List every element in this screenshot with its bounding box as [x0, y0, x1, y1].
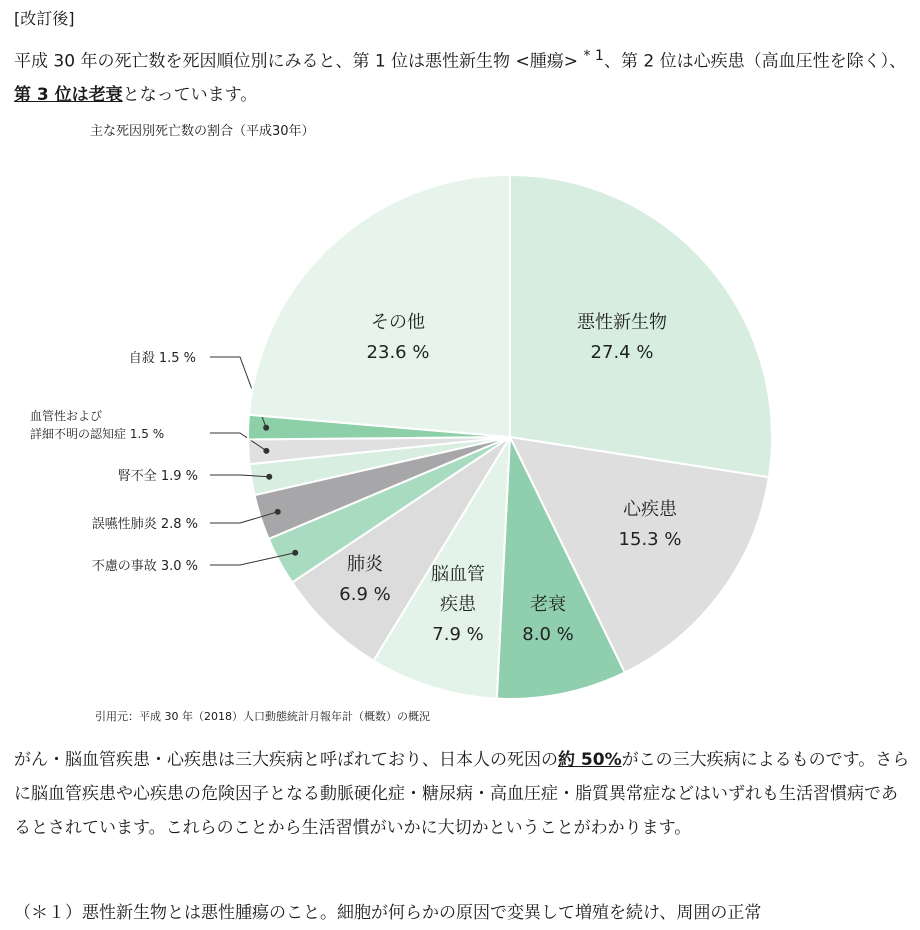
slice-label-老衰: 老衰: [530, 594, 566, 615]
fifty-percent-highlight: 約 50%: [558, 750, 622, 770]
slice-value-その他: 23.6 %: [366, 342, 430, 363]
slice-label-心疾患: 心疾患: [623, 499, 677, 520]
slice-value-老衰: 8.0 %: [522, 624, 574, 645]
slice-label-不慮の事故: 不慮の事故 3.0 %: [91, 559, 198, 574]
slice-label-誤嚥性肺炎: 誤嚥性肺炎 2.8 %: [91, 517, 198, 532]
intro-text-2: 、第 2 位は心疾患（高血圧性を除く）、: [603, 51, 907, 72]
slice-label-悪性新生物: 悪性新生物: [577, 312, 667, 333]
slice-label-脳血管疾患: 脳血管: [431, 564, 485, 585]
pie-slice-その他: [249, 175, 510, 437]
footnote-text: （＊１）悪性新生物とは悪性腫瘍のこと。細胞が何らかの原因で変異して増殖を続け、周囲の正常: [14, 903, 762, 923]
slice-value-肺炎: 6.9 %: [339, 584, 391, 605]
slice-label-血管性および詳細不明の認知症-line2: 詳細不明の認知症 1.5 %: [30, 427, 165, 441]
leader-dot-不慮の事故: [292, 550, 298, 556]
slice-value-脳血管疾患: 7.9 %: [432, 624, 484, 645]
leader-dot-腎不全: [266, 474, 272, 480]
revision-heading: [改訂後]: [14, 9, 75, 28]
slice-label-肺炎: 肺炎: [347, 554, 383, 575]
leader-dot-血管性および詳細不明の認知症: [263, 448, 269, 454]
slice-label-その他: その他: [371, 312, 425, 333]
third-cause-highlight: 第 3 位は老衰: [14, 84, 123, 105]
pie-chart: [0, 140, 920, 710]
body-text-2: がこの三大疾病によるものです。さらに脳血管疾患や心疾患の危険因子となる動脈硬化症・糖尿病・高血圧症・脂質異常症などはいずれも生活習慣病であるとされています。これらのことから生活習慣がいかに大切かということがわかります。: [14, 750, 910, 838]
slice-label-脳血管疾患: 疾患: [440, 594, 476, 615]
slice-value-心疾患: 15.3 %: [618, 529, 682, 550]
body-paragraph: [14, 743, 914, 845]
intro-text-3: となっています。: [122, 84, 258, 105]
intro-paragraph: [14, 40, 914, 112]
slice-label-自殺: 自殺 1.5 %: [128, 351, 196, 366]
chart-title: 主な死因別死亡数の割合（平成30年）: [90, 124, 315, 139]
leader-dot-自殺: [263, 425, 269, 431]
slice-label-血管性および詳細不明の認知症-line1: 血管性および: [30, 409, 103, 423]
intro-text-1: 平成 30 年の死亡数を死因順位別にみると、第 1 位は悪性新生物 <腫瘍>: [14, 51, 584, 72]
chart-source: 引用元：平成 30 年（2018）人口動態統計月報年計（概数）の概況: [95, 710, 430, 723]
leader-dot-誤嚥性肺炎: [275, 509, 281, 515]
slice-value-悪性新生物: 27.4 %: [590, 342, 654, 363]
body-text-1: がん・脳血管疾患・心疾患は三大疾病と呼ばれており、日本人の死因の: [14, 750, 558, 770]
slice-label-腎不全: 腎不全 1.9 %: [117, 469, 198, 484]
footnote-marker: * 1: [583, 48, 604, 64]
